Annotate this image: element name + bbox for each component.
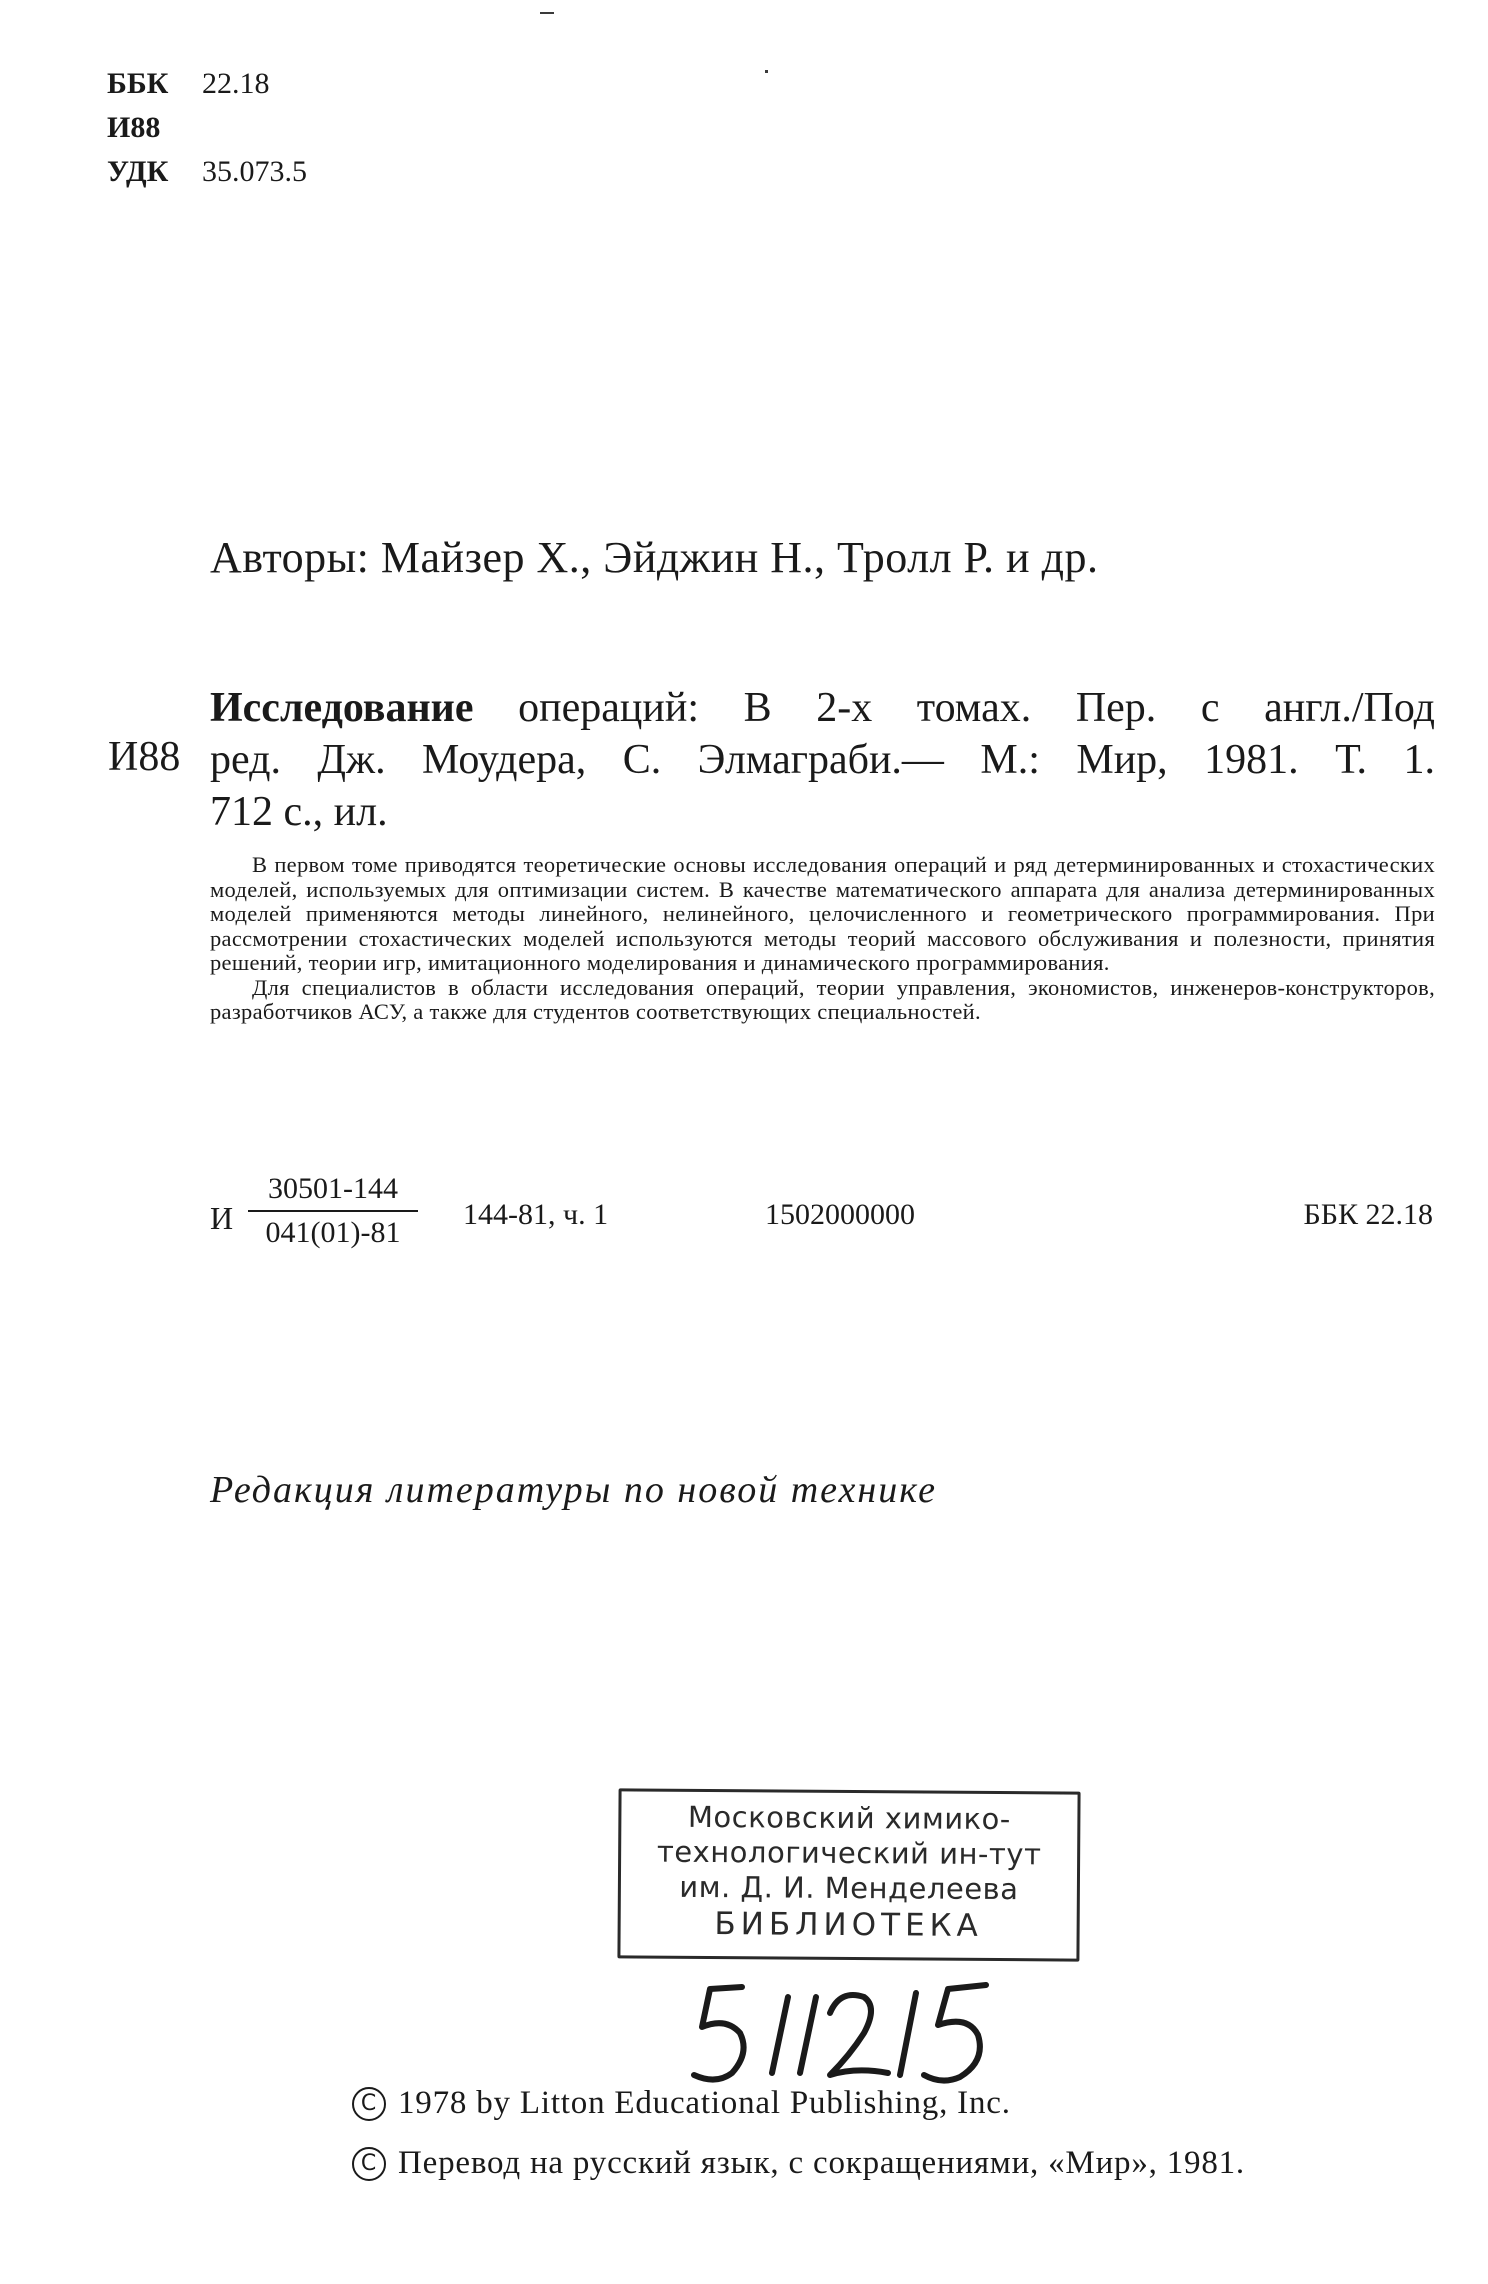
annotation xyxy=(210,853,1435,1025)
scan-speck xyxy=(765,70,768,73)
stamp-library: БИБЛИОТЕКА xyxy=(714,1906,983,1944)
copyright-icon: C xyxy=(352,2147,386,2181)
classification-key: ББК xyxy=(107,67,169,100)
entry-line-3: 712 с., ил. xyxy=(210,789,388,835)
copyright-translation-text: Перевод на русский язык, с сокращениями, «Мир», 1981. xyxy=(398,2145,1245,2181)
index-number: 144-81, ч. 1 xyxy=(463,1198,609,1231)
copyright-translation xyxy=(352,2145,1245,2182)
stamp-line: им. Д. И. Менделеева xyxy=(679,1869,1019,1907)
authors-line: Авторы: Майзер Х., Эйджин Н., Тролл Р. и др. xyxy=(210,533,1099,582)
bibliographic-entry xyxy=(210,682,1435,838)
classification-bbk xyxy=(107,62,307,106)
fraction-numerator: 30501-144 xyxy=(248,1170,418,1212)
editorial-office: Редакция литературы по новой технике xyxy=(210,1469,937,1511)
entry-line-1 xyxy=(210,682,1435,734)
entry-title: Исследование xyxy=(210,685,474,731)
index-letter: И xyxy=(210,1200,234,1236)
classification-key: И88 xyxy=(107,111,161,144)
annotation-paragraph: В первом томе приводятся теоретические основы исследования операций и ряд детерминированных и стохастических моделей, используемых для оптимизации систем. В качестве математического аппарата для анализа детерминированных моделей применяются методы линейного, нелинейного, целочисленного и геометрического программирования. При рассмотрении стохастических моделей используются методы теорий массового обслуживания и полезности, принятия решений, теории игр, имитационного моделирования и динамического программирования. xyxy=(210,852,1435,975)
copyright-original-text: 1978 by Litton Educational Publishing, Inc. xyxy=(398,2085,1011,2121)
copyright-icon: C xyxy=(352,2087,386,2121)
index-line xyxy=(210,1170,1435,1270)
library-stamp xyxy=(617,1788,1080,1961)
classification-udk xyxy=(107,150,307,194)
classification-key: УДК xyxy=(107,155,169,188)
entry-line-1-rest: операций: В 2-х томах. Пер. с англ./Под xyxy=(473,685,1435,731)
index-fraction xyxy=(248,1170,418,1252)
index-code: 1502000000 xyxy=(765,1198,915,1231)
fraction-denominator: 041(01)-81 xyxy=(265,1216,401,1249)
classification-value: 35.073.5 xyxy=(202,155,307,188)
entry-line-2: ред. Дж. Моудера, С. Элмаграби.— М.: Мир, 1981. Т. 1. xyxy=(210,737,1435,783)
index-bbk: ББК 22.18 xyxy=(1303,1198,1433,1231)
classification-value: 22.18 xyxy=(202,67,270,100)
handwritten-inventory-number xyxy=(680,1975,1000,2095)
classification-author-mark xyxy=(107,106,307,150)
classification-block xyxy=(107,62,307,194)
stamp-line: технологический ин-тут xyxy=(656,1834,1042,1872)
catalog-code: И88 xyxy=(108,734,181,780)
scan-speck xyxy=(540,12,554,14)
stamp-line: Московский химико- xyxy=(687,1799,1011,1837)
handwritten-number-drawing xyxy=(680,1975,1000,2095)
annotation-paragraph: Для специалистов в области исследования операций, теории управления, экономистов, инженеров-конструкторов, разработчиков АСУ, а также для студентов соответствующих специальностей. xyxy=(210,974,1435,1024)
copyright-original xyxy=(352,2085,1011,2122)
